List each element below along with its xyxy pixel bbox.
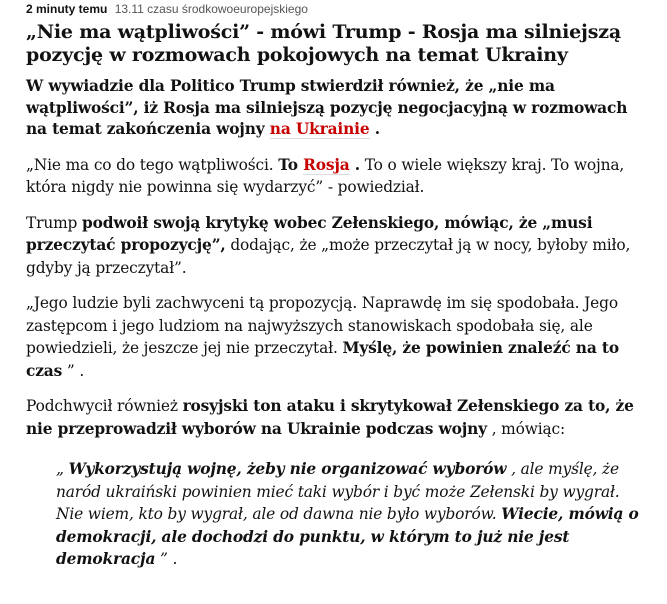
p1-bold-1: To [278, 155, 304, 174]
p3-bold-1: Myślę, że powinien znaleźć na to czas [26, 339, 619, 380]
p3-text-1: „Jego ludzie byli zachwyceni tą propozycją. Naprawdę im się spodobała. Jego zastępcom i jego ludziom na najwyższych stanowiskach spodobała się, ale powiedzieli, że jeszcze jej nie przeczytał. [26, 294, 618, 357]
standfirst-end: . [369, 120, 380, 138]
quote-close: ” . [155, 550, 178, 568]
quote-bold-2: Wiecie, mówią o demokracji, ale dochodzi do punktu, w którym to już nie jest demokracja [56, 505, 639, 568]
p3-text-2: ” . [62, 361, 85, 380]
p2-text-1: Trump [26, 213, 82, 232]
timestamp-meta [26, 1, 666, 17]
quote-bold-1: Wykorzystują wojnę, żeby nie organizować wyborów [68, 460, 507, 478]
p2-bold-1: podwoił swoją krytykę wobec Zełenskiego, mówiąc, że „musi przeczytać propozycję”, [26, 213, 593, 254]
p2-text-2: dodając, że „może przeczytał ją w nocy, byłoby miło, gdyby ją przeczytał”. [26, 236, 631, 277]
paragraph-4 [26, 395, 646, 440]
trump-quote [56, 458, 646, 571]
p4-text-2: , mówiąc: [486, 419, 566, 438]
paragraph-1 [26, 154, 646, 199]
publish-time: 13.11 czasu środkowoeuropejskiego [114, 2, 308, 16]
paragraph-2 [26, 212, 646, 280]
standfirst-text: W wywiadzie dla Politico Trump stwierdził również, że „nie ma wątpliwości”, iż Rosja ma silniejszą pozycję negocjacyjną w rozmowach na temat zakończenia wojny [26, 77, 628, 138]
p1-text-2: To o wiele większy kraj. To wojna, która nigdy nie powinna się wydarzyć” - powiedział. [26, 155, 625, 196]
p1-text-1: „Nie ma co do tego wątpliwości. [26, 155, 279, 174]
p4-text-1: Podchwycił również [26, 397, 183, 415]
article-standfirst [26, 76, 646, 141]
russia-link[interactable]: Rosja [303, 155, 350, 174]
quote-open: „ [56, 460, 69, 478]
ukraine-link[interactable]: na Ukrainie [269, 120, 370, 138]
paragraph-3 [26, 292, 646, 382]
article [0, 1, 666, 571]
p1-bold-2: . [349, 155, 361, 174]
p4-bold-1: rosyjski ton ataku i skrytykował Zełenskiego za to, że nie przeprowadził wyborów na Ukrainie podczas wojny [26, 397, 634, 438]
article-headline: „Nie ma wątpliwości” - mówi Trump - Rosja ma silniejszą pozycję w rozmowach pokojowych na temat Ukrainy [26, 21, 621, 66]
quote-text-1: , ale myślę, że naród ukraiński powinien mieć taki wybór i być może Zełenski by wygrał. Nie wiem, kto by wygrał, ale od dawna nie było wyborów. [56, 460, 620, 523]
time-ago: 2 minuty temu [26, 2, 108, 16]
